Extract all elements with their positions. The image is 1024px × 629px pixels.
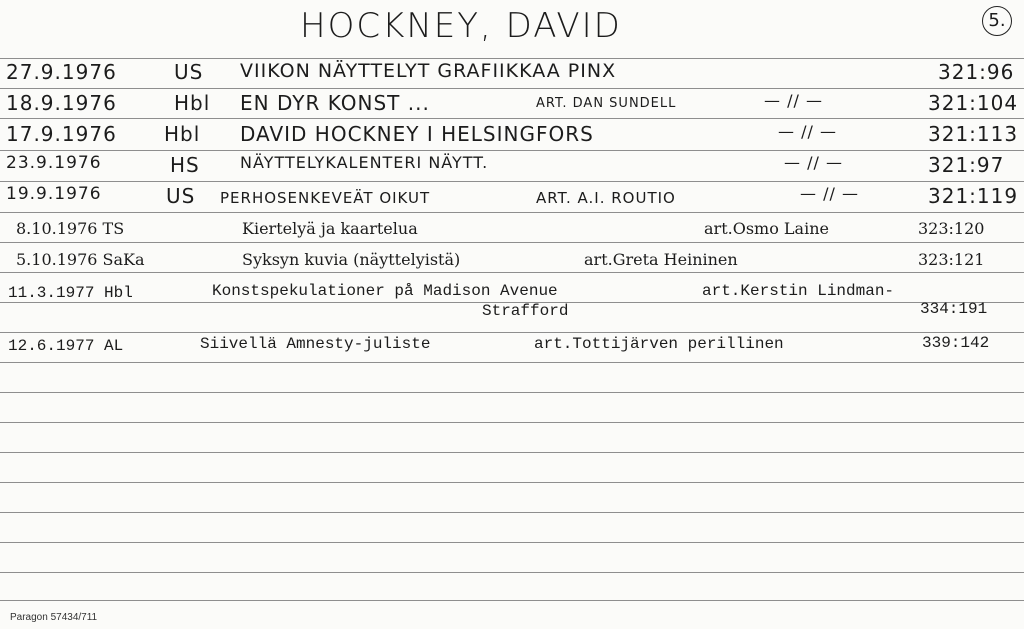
- entry-ref: 321:119: [928, 184, 1019, 208]
- rule-line: [0, 392, 1024, 393]
- entry-author-continued: Strafford: [482, 302, 569, 320]
- rule-line: [0, 572, 1024, 573]
- rule-line: [0, 452, 1024, 453]
- rule-line: [0, 542, 1024, 543]
- card-title: HOCKNEY, DAVID: [300, 6, 622, 46]
- entry-date: 19.9.1976: [6, 184, 102, 204]
- entry-ref: 321:104: [928, 91, 1019, 115]
- entry-title: VIIKON NÄYTTELYT GRAFIIKKAA PINX: [240, 60, 617, 82]
- entry-date: 18.9.1976: [6, 91, 117, 115]
- entry-source: Hbl: [174, 91, 211, 115]
- rule-line: [0, 88, 1024, 89]
- rule-line: [0, 512, 1024, 513]
- entry-title: Syksyn kuvia (näyttelyistä): [242, 250, 461, 269]
- rule-line: [0, 181, 1024, 182]
- rule-line: [0, 242, 1024, 243]
- rule-line: [0, 362, 1024, 363]
- entry-title: NÄYTTELYKALENTERI NÄYTT.: [240, 153, 489, 172]
- card-number: 5.: [982, 6, 1012, 36]
- entry-ref: 321:113: [928, 122, 1019, 146]
- entry-ditto: — // —: [764, 91, 823, 110]
- entry-source: US: [174, 60, 204, 84]
- entry-title: Kiertelyä ja kaartelua: [242, 219, 418, 238]
- rule-line: [0, 332, 1024, 333]
- entry-title: PERHOSENKEVEÄT OIKUT: [220, 189, 431, 207]
- entry-ref: 339:142: [922, 334, 990, 352]
- entry-title: Siivellä Amnesty-juliste: [200, 335, 431, 353]
- rule-line: [0, 58, 1024, 59]
- rule-line: [0, 118, 1024, 119]
- entry-date: 5.10.1976 SaKa: [16, 250, 145, 269]
- rule-line: [0, 272, 1024, 273]
- entry-author: art.Tottijärven perillinen: [534, 335, 784, 353]
- rule-line: [0, 600, 1024, 601]
- entry-author: art.Osmo Laine: [704, 219, 829, 238]
- entry-title: EN DYR KONST ...: [240, 91, 430, 115]
- entry-ditto: — // —: [800, 184, 859, 203]
- entry-source: Hbl: [164, 122, 201, 146]
- entry-title: Konstspekulationer på Madison Avenue: [212, 282, 558, 300]
- entry-source: HS: [170, 153, 200, 177]
- rule-line: [0, 482, 1024, 483]
- entry-date: 11.3.1977 Hbl: [8, 284, 133, 302]
- entry-ref: 321:97: [928, 153, 1005, 177]
- rule-line: [0, 150, 1024, 151]
- rule-line: [0, 422, 1024, 423]
- entry-ref: 321:96: [938, 60, 1015, 84]
- entry-source: US: [166, 184, 196, 208]
- rule-line: [0, 212, 1024, 213]
- entry-ref: 323:120: [918, 219, 985, 238]
- entry-author: ART. A.I. ROUTIO: [536, 189, 676, 207]
- card-footer: Paragon 57434/711: [10, 612, 98, 623]
- entry-ditto: — // —: [778, 122, 837, 141]
- entry-author: art.Kerstin Lindman-: [702, 282, 895, 300]
- entry-author: art.Greta Heininen: [584, 250, 738, 269]
- entry-ref: 334:191: [920, 300, 988, 318]
- entry-ditto: — // —: [784, 153, 843, 172]
- entry-date: 27.9.1976: [6, 60, 117, 84]
- entry-date: 12.6.1977 AL: [8, 337, 124, 355]
- entry-author: ART. DAN SUNDELL: [536, 96, 677, 111]
- entry-title: DAVID HOCKNEY I HELSINGFORS: [240, 122, 594, 146]
- entry-ref: 323:121: [918, 250, 985, 269]
- entry-date: 23.9.1976: [6, 153, 102, 173]
- entry-date: 8.10.1976 TS: [16, 219, 125, 238]
- entry-date: 17.9.1976: [6, 122, 117, 146]
